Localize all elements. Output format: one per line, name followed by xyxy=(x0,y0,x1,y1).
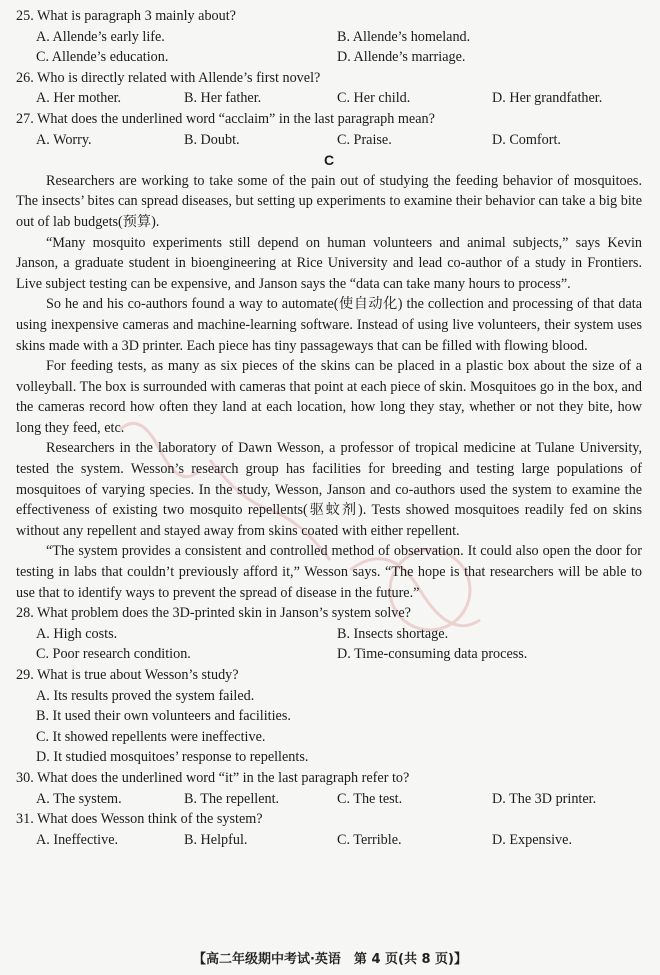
question-31: 31. What does Wesson think of the system? xyxy=(16,811,263,828)
option-29c: C. It showed repellents were ineffective. xyxy=(36,728,266,745)
question-27: 27. What does the underlined word “acclaim” in the last paragraph mean? xyxy=(16,110,435,127)
question-26: 26. Who is directly related with Allende’s first novel? xyxy=(16,69,321,86)
option-26b: B. Her father. xyxy=(184,90,262,107)
option-30b: B. The repellent. xyxy=(184,790,280,807)
option-27a: A. Worry. xyxy=(36,131,92,148)
option-25a: A. Allende’s early life. xyxy=(36,28,165,45)
option-27d: D. Comfort. xyxy=(492,131,561,148)
option-30d: D. The 3D printer. xyxy=(492,790,597,807)
passage-paragraph-6: “The system provides a consistent and controlled method of observation. It could also open the door for testing in labs that couldn’t previously afford it,” Wesson says. “The hope is that researchers will be able to use that to identify ways to prevent the spread of disease in the future.” xyxy=(16,543,642,601)
option-28d: D. Time-consuming data process. xyxy=(337,646,528,663)
passage-paragraph-1: Researchers are working to take some of the pain out of studying the feeding behavior of mosquitoes. The insects’ bites can spread diseases, but setting up experiments to examine their behavior can take a big bite out of lab budgets(预算). xyxy=(16,172,642,230)
option-29d: D. It studied mosquitoes’ response to repellents. xyxy=(36,749,309,766)
passage-paragraph-2: “Many mosquito experiments still depend on human volunteers and animal subjects,” says Kevin Janson, a graduate student in bioengineering at Rice University and lead co-author of a study in Frontiers. Live subject testing can be expensive, and Janson says the “data can take many hours to process”. xyxy=(16,234,642,292)
option-28a: A. High costs. xyxy=(36,625,118,642)
question-29: 29. What is true about Wesson’s study? xyxy=(16,667,239,683)
question-28-options-row1 xyxy=(16,624,642,645)
exam-page xyxy=(16,6,642,850)
passage-paragraph-5: Researchers in the laboratory of Dawn Wesson, a professor of tropical medicine at Tulane University, tested the system. Wesson’s research group has facilities for breeding and testing large populations of mosquitoes of varying species. In the study, Wesson, Janson and co-authors used the system to examine the effectiveness of existing two mosquito repellents(驱蚊剂). Tests showed mosquitoes readily fed on skins without any repellent and stayed away from skins coated with either repellent. xyxy=(16,440,642,539)
question-26-options xyxy=(16,88,642,109)
option-31d: D. Expensive. xyxy=(492,831,572,848)
passage-paragraph-3: So he and his co-authors found a way to automate(使自动化) the collection and processing of that data using inexpensive cameras and machine-learning software. Instead of using live volunteers, their system uses skins made with a 3D printer. Each piece has tiny passageways that can be filled with flowing blood. xyxy=(16,296,642,354)
option-25d: D. Allende’s marriage. xyxy=(337,49,466,66)
option-31c: C. Terrible. xyxy=(337,831,402,848)
question-30-options xyxy=(16,789,642,810)
option-31b: B. Helpful. xyxy=(184,831,248,848)
option-27c: C. Praise. xyxy=(337,131,392,148)
option-30a: A. The system. xyxy=(36,790,122,807)
option-29b: B. It used their own volunteers and facilities. xyxy=(36,708,291,725)
question-25-options-row1 xyxy=(16,27,642,48)
section-c-title: C xyxy=(323,152,335,169)
option-28b: B. Insects shortage. xyxy=(337,625,449,642)
option-26d: D. Her grandfather. xyxy=(492,90,603,107)
question-28: 28. What problem does the 3D-printed skin in Janson’s system solve? xyxy=(16,605,411,622)
question-25: 25. What is paragraph 3 mainly about? xyxy=(16,8,236,24)
option-27b: B. Doubt. xyxy=(184,131,240,148)
passage-paragraph-4: For feeding tests, as many as six pieces of the skins can be placed in a plastic box about the size of a volleyball. The box is surrounded with cameras that point at each piece of skin. Mosquitoes go in the box, and the cameras record how often they land at each location, how long they stay, whether or not they bite, how long they feed, etc. xyxy=(16,358,642,436)
option-26c: C. Her child. xyxy=(337,90,411,107)
question-31-options xyxy=(16,830,642,851)
option-31a: A. Ineffective. xyxy=(36,831,119,848)
option-26a: A. Her mother. xyxy=(36,90,122,107)
question-25-options-row2 xyxy=(16,47,642,68)
page-footer: 【高二年级期中考试·英语 第 4 页(共 8 页)】 xyxy=(192,952,468,967)
option-28c: C. Poor research condition. xyxy=(36,646,191,663)
option-29a: A. Its results proved the system failed. xyxy=(36,687,255,704)
question-30: 30. What does the underlined word “it” in the last paragraph refer to? xyxy=(16,769,410,786)
question-27-options xyxy=(16,130,642,151)
option-25b: B. Allende’s homeland. xyxy=(337,28,471,45)
option-25c: C. Allende’s education. xyxy=(36,49,169,66)
question-28-options-row2 xyxy=(16,644,642,665)
option-30c: C. The test. xyxy=(337,790,403,807)
